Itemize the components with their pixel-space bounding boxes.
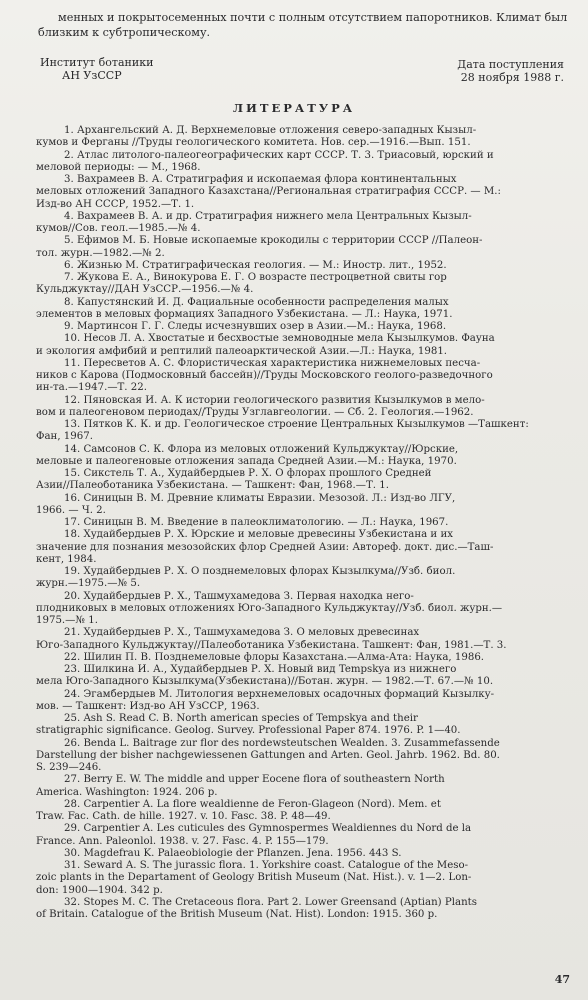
reference-line: 12. Пяновская И. А. К истории геологического развития Кызылкумов в мело- bbox=[64, 394, 485, 406]
reference-line: 25. Ash S. Read C. B. North american species of Tempskya and their bbox=[64, 713, 418, 724]
reference-line: Darstellung der bisher nachgewiessenen Gattungen and Arten. Geol. Jahrb. 1962. Bd. 80. bbox=[36, 749, 500, 761]
reference-line: 22. Шилин П. В. Позднемеловые флоры Казахстана.—Алма-Ата: Наука, 1986. bbox=[64, 651, 485, 663]
reference-item bbox=[36, 357, 574, 395]
reference-line: France. Ann. Paleonlol. 1938. v. 27. Fasc. 4. P. 155—179. bbox=[36, 835, 329, 847]
reference-item bbox=[36, 174, 574, 211]
reference-item bbox=[36, 125, 574, 150]
reference-item bbox=[36, 627, 574, 652]
reference-item bbox=[36, 590, 574, 628]
reference-line: 31. Seward A. S. The jurassic flora. 1. Yorkshire coast. Catalogue of the Meso- bbox=[64, 860, 469, 871]
reference-item bbox=[36, 664, 574, 689]
references-heading: ЛИТЕРАТУРА bbox=[232, 101, 356, 115]
reference-line: значение для познания мезозойских флор Средней Азии: Автореф. докт. дис.—Таш- bbox=[36, 541, 494, 553]
reference-item bbox=[36, 468, 574, 493]
reference-line: America. Washington: 1924. 206 p. bbox=[36, 786, 218, 798]
reference-line: 8. Капустянский И. Д. Фациальные особенности распределения малых bbox=[64, 296, 449, 308]
reference-line: 4. Вахрамеев В. А. и др. Стратиграфия нижнего мела Центральных Кызыл- bbox=[64, 210, 472, 222]
reference-item bbox=[36, 333, 574, 358]
reference-item bbox=[36, 713, 574, 738]
reference-line: Фан, 1967. bbox=[36, 431, 93, 443]
reference-line: 21. Худайбердыев Р. Х., Ташмухамедова З. О меловых древесинах bbox=[64, 627, 420, 639]
reference-item bbox=[36, 737, 574, 775]
reference-line: 32. Stopes M. C. The Cretaceous flora. Part 2. Lower Greensand (Aptian) Plants bbox=[64, 896, 477, 908]
reference-line: 26. Benda L. Baitrage zur flor des nordewsteutschen Wealden. 3. Zusammefassende bbox=[64, 737, 500, 749]
intro-line: менных и покрытосеменных почти с полным отсутствием папоротников. Климат был bbox=[58, 11, 568, 24]
reference-line: элементов в меловых формациях Западного Узбекистана. — Л.: Наука, 1971. bbox=[36, 308, 453, 320]
reference-line: 3. Вахрамеев В. А. Стратиграфия и ископаемая флора континентальных bbox=[64, 174, 457, 185]
reference-line: 9. Мартинсон Г. Г. Следы исчезнувших озер в Азии.—М.: Наука, 1968. bbox=[64, 321, 447, 332]
reference-line: кент, 1984. bbox=[36, 553, 97, 565]
reference-list bbox=[36, 125, 574, 921]
reference-line: 1966. — Ч. 2. bbox=[36, 504, 106, 516]
reference-item bbox=[36, 419, 574, 444]
reference-line: и экология амфибий и рептилий палеоарктической Азии.—Л.: Наука, 1981. bbox=[36, 345, 448, 357]
reference-line: Изд-во АН СССР, 1952.—Т. 1. bbox=[36, 198, 195, 210]
reference-item bbox=[36, 272, 574, 297]
reference-line: 1. Архангельский А. Д. Верхнемеловые отложения северо-западных Кызыл- bbox=[64, 125, 477, 136]
reference-line: меловых отложений Западного Казахстана//Региональная стратиграфия СССР. — М.: bbox=[36, 186, 501, 198]
reference-line: меловой периоды: — М., 1968. bbox=[36, 161, 201, 173]
reference-item bbox=[50, 652, 574, 664]
received-date: 28 ноября 1988 г. bbox=[460, 71, 564, 84]
reference-item bbox=[36, 566, 574, 591]
reference-line: 10. Несов Л. А. Хвостатые и бесхвостые земноводные мела Кызылкумов. Фауна bbox=[64, 333, 495, 345]
reference-line: stratigraphic significance. Geolog. Survey. Professional Paper 874. 1976. P. 1—40. bbox=[36, 725, 461, 737]
reference-line: 23. Шилкина И. А., Худайбердыев Р. Х. Новый вид Tempskya из нижнего bbox=[64, 664, 457, 675]
affiliation-line: Институт ботаники bbox=[40, 56, 154, 69]
reference-line: 29. Carpentier A. Les cuticules des Gymnospermes Wealdiennes du Nord de la bbox=[64, 823, 472, 835]
reference-line: журн.—1975.—№ 5. bbox=[36, 578, 141, 590]
reference-line: 30. Magdefrau K. Palaeobiologie der Pflanzen. Jena. 1956. 443 S. bbox=[64, 847, 402, 859]
reference-line: 19. Худайбердыев Р. Х. О позднемеловых флорах Кызылкума//Узб. биол. bbox=[64, 566, 456, 577]
reference-item bbox=[36, 492, 574, 518]
intro-line: близким к субтропическому. bbox=[38, 26, 211, 39]
reference-line: Азии//Палеоботаника Узбекистана. — Ташкент: Фан, 1968.—Т. 1. bbox=[36, 480, 389, 492]
page-number: 47 bbox=[554, 973, 570, 986]
reference-line: zoic plants in the Departament of Geology British Museum (Nat. Hist.). v. 1—2. Lon- bbox=[36, 872, 472, 884]
reference-line: S. 239—246. bbox=[36, 762, 102, 773]
reference-item bbox=[36, 798, 574, 824]
reference-line: of Britain. Catalogue of the British Museum (Nat. Hist). London: 1915. 360 p. bbox=[36, 909, 438, 920]
intro-paragraph bbox=[38, 10, 568, 40]
reference-line: плодниковых в меловых отложениях Юго-Западного Кульджуктау//Узб. биол. журн.— bbox=[36, 602, 503, 614]
reference-item bbox=[50, 260, 574, 272]
reference-line: 28. Carpentier A. La flore wealdienne de Feron-Glageon (Nord). Mem. et bbox=[64, 798, 441, 810]
reference-item bbox=[36, 774, 574, 799]
affiliation-line: АН УзССР bbox=[62, 69, 122, 82]
reference-item bbox=[36, 529, 574, 566]
reference-line: Traw. Fac. Cath. de hille. 1927. v. 10. Fasc. 38. P. 48—49. bbox=[36, 811, 331, 822]
reference-line: 11. Пересветов А. С. Флористическая характеристика нижнемеловых песча- bbox=[64, 357, 481, 369]
reference-item bbox=[50, 848, 574, 860]
reference-item bbox=[36, 823, 574, 848]
reference-line: 5. Ефимов М. Б. Новые ископаемые крокодилы с территории СССР //Палеон- bbox=[64, 235, 483, 247]
reference-line: 17. Синицын В. М. Введение в палеоклиматологию. — Л.: Наука, 1967. bbox=[64, 517, 449, 528]
reference-item bbox=[36, 443, 574, 469]
reference-item bbox=[50, 321, 574, 333]
reference-line: Кульджуктау//ДАН УзССР.—1956.—№ 4. bbox=[36, 284, 254, 296]
reference-line: 16. Синицын В. М. Древние климаты Евразии. Мезозой. Л.: Изд-во ЛГУ, bbox=[64, 492, 456, 504]
reference-line: кумов//Сов. геол.—1985.—№ 4. bbox=[36, 223, 201, 234]
reference-item bbox=[36, 860, 574, 897]
reference-item bbox=[36, 688, 574, 714]
reference-line: 2. Атлас литолого-палеогеографических карт СССР. Т. 3. Триасовый, юрский и bbox=[64, 149, 494, 161]
reference-line: Юго-Западного Кульджуктау//Палеоботаника Узбекистана. Ташкент: Фан, 1981.—Т. 3. bbox=[36, 639, 507, 651]
reference-item bbox=[50, 517, 574, 529]
reference-line: вом и палеогеновом периодах//Труды Узглавгеологии. — Сб. 2. Геология.—1962. bbox=[36, 406, 474, 418]
reference-line: меловые и палеогеновые отложения запада Средней Азии.—М.: Наука, 1970. bbox=[36, 455, 457, 467]
reference-line: ников с Карова (Подмосковный бассейн)//Труды Московского геолого-разведочного bbox=[36, 370, 493, 381]
reference-line: ин-та.—1947.—Т. 22. bbox=[36, 382, 147, 394]
reference-item bbox=[36, 149, 574, 175]
reference-line: 13. Пятков К. К. и др. Геологическое строение Центральных Кызылкумов —Ташкент: bbox=[64, 419, 529, 430]
reference-item bbox=[36, 210, 574, 236]
reference-line: мела Юго-Западного Кызылкума(Узбекистана)//Ботан. журн. — 1982.—Т. 67.—№ 10. bbox=[36, 676, 494, 688]
reference-line: 1975.—№ 1. bbox=[36, 615, 98, 626]
reference-line: мов. — Ташкент: Изд-во АН УзССР, 1963. bbox=[36, 700, 260, 712]
reference-line: 20. Худайбердыев Р. Х., Ташмухамедова З. Первая находка него- bbox=[64, 590, 414, 602]
reference-line: 27. Berry E. W. The middle and upper Eocene flora of southeastern North bbox=[64, 774, 445, 786]
reference-item bbox=[36, 896, 574, 922]
institution-affiliation bbox=[40, 56, 153, 82]
reference-line: 14. Самсонов С. К. Флора из меловых отложений Кульджуктау//Юрские, bbox=[64, 443, 459, 455]
reference-line: 6. Жизнью М. Стратиграфическая геология. — М.: Иностр. лит., 1952. bbox=[64, 259, 447, 271]
reference-item bbox=[36, 296, 574, 322]
reference-line: 7. Жукова Е. А., Винокурова Е. Г. О возрасте пестроцветной свиты гор bbox=[64, 272, 447, 283]
reference-line: don: 1900—1904. 342 p. bbox=[36, 884, 163, 896]
reference-line: 15. Сикстель Т. А., Худайбердыев Р. Х. О флорах прошлого Средней bbox=[64, 468, 432, 479]
reference-line: тол. журн.—1982.—№ 2. bbox=[36, 247, 165, 259]
reference-item bbox=[36, 394, 574, 420]
received-label: Дата поступления bbox=[457, 58, 564, 71]
reference-item bbox=[36, 235, 574, 260]
reference-line: кумов и Ферганы //Труды геологического комитета. Нов. сер.—1916.—Вып. 151. bbox=[36, 137, 471, 149]
reference-line: 24. Эгамбердыев М. Литология верхнемеловых осадочных формаций Кызылку- bbox=[64, 688, 495, 700]
received-date-block bbox=[452, 58, 564, 84]
reference-line: 18. Худайбердыев Р. Х. Юрские и меловые древесины Узбекистана и их bbox=[64, 529, 453, 541]
